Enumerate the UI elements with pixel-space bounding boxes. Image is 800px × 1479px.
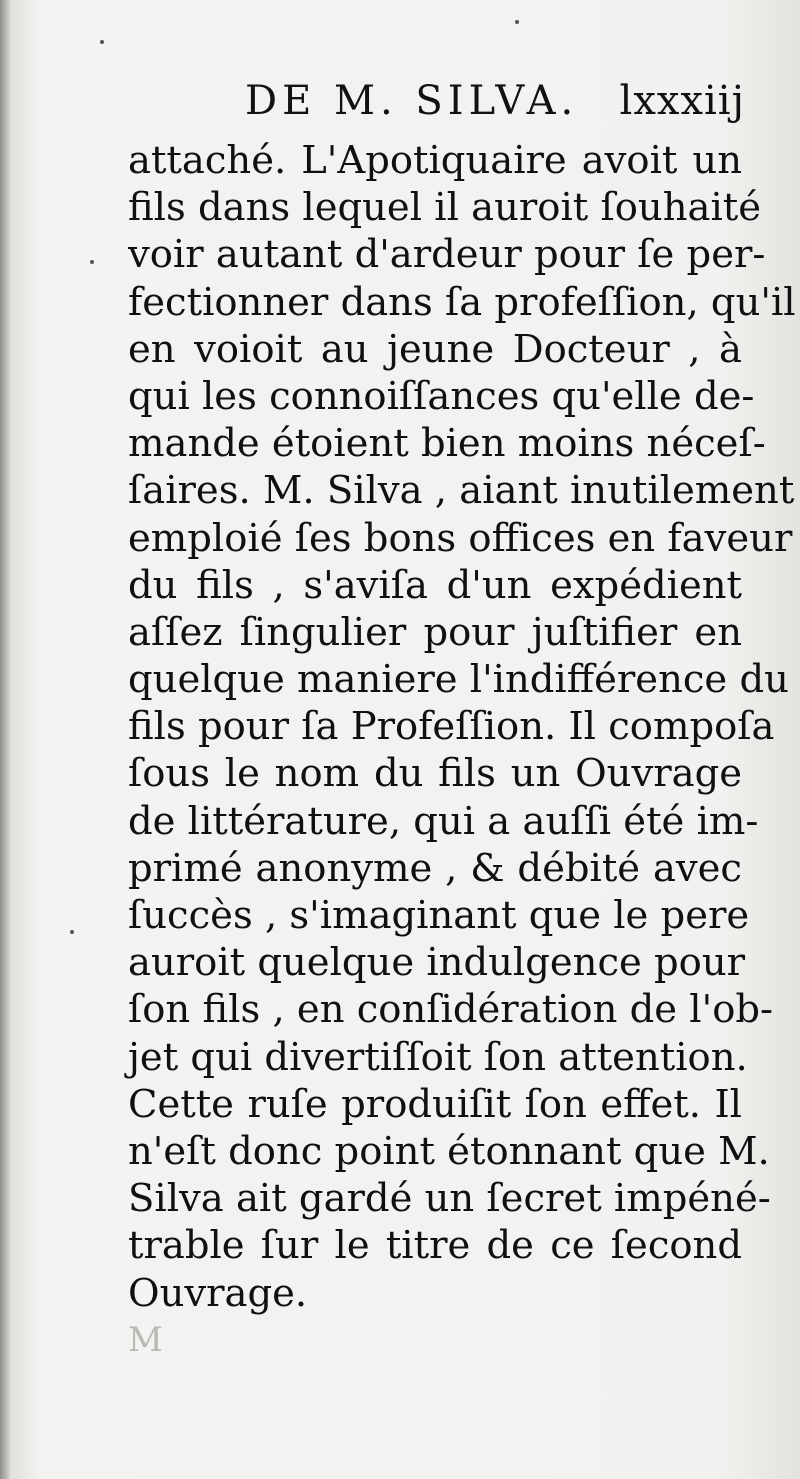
text-line: fils pour ſa Profeſſion. Il compoſa	[128, 704, 775, 750]
text-line: quelque maniere l'indifférence du	[128, 657, 789, 703]
catchword: M	[128, 1320, 163, 1360]
text-line: Silva ait gardé un ſecret impéné-	[128, 1176, 771, 1222]
text-line: Ouvrage.	[128, 1270, 308, 1316]
text-line: voir autant d'ardeur pour ſe per-	[128, 232, 766, 278]
text-line: ſous le nom du fils un Ouvrage	[128, 751, 742, 797]
text-line: ſon fils , en conſidération de l'ob-	[128, 987, 774, 1033]
text-line: aſſez ſingulier pour juſtifier en	[128, 609, 742, 655]
text-line: ſuccès , s'imaginant que le pere	[128, 893, 750, 938]
text-line: attaché. L'Apotiquaire avoit un	[128, 138, 742, 183]
ink-speck	[100, 40, 104, 44]
text-line: ſaires. M. Silva , aiant inutilement	[128, 468, 795, 514]
text-line: de littérature, qui a auſſi été im-	[128, 798, 759, 844]
body-text	[128, 137, 796, 1317]
text-line: fectionner dans ſa profeſſion, qu'il	[128, 279, 796, 325]
page-edge-shadow	[0, 0, 10, 1479]
text-line: mande étoient bien moins néceſ-	[128, 421, 766, 467]
running-head	[245, 78, 745, 130]
text-line: n'eſt donc point étonnant que M.	[128, 1128, 770, 1174]
text-line: Cette ruſe produiſit ſon effet. Il	[128, 1081, 742, 1127]
text-line: jet qui divertiſſoit ſon attention.	[128, 1034, 748, 1080]
ink-speck	[90, 260, 94, 264]
text-line: en voioit au jeune Docteur , à	[128, 326, 742, 372]
text-line: emploié ſes bons offices en faveur	[128, 515, 793, 561]
text-line: auroit quelque indulgence pour	[128, 940, 746, 986]
ink-speck	[515, 20, 519, 24]
text-line: fils dans lequel il auroit ſouhaité	[128, 185, 762, 231]
page-number: lxxxiij	[619, 78, 745, 124]
text-line: trable ſur le titre de ce ſecond	[128, 1223, 742, 1269]
text-line: qui les connoiſſances qu'elle de-	[128, 373, 755, 419]
text-line: du fils , s'aviſa d'un expédient	[128, 562, 742, 608]
text-line: primé anonyme , & débité avec	[128, 845, 742, 891]
ink-speck	[70, 930, 74, 934]
running-head-title: DE M. SILVA.	[245, 78, 579, 124]
